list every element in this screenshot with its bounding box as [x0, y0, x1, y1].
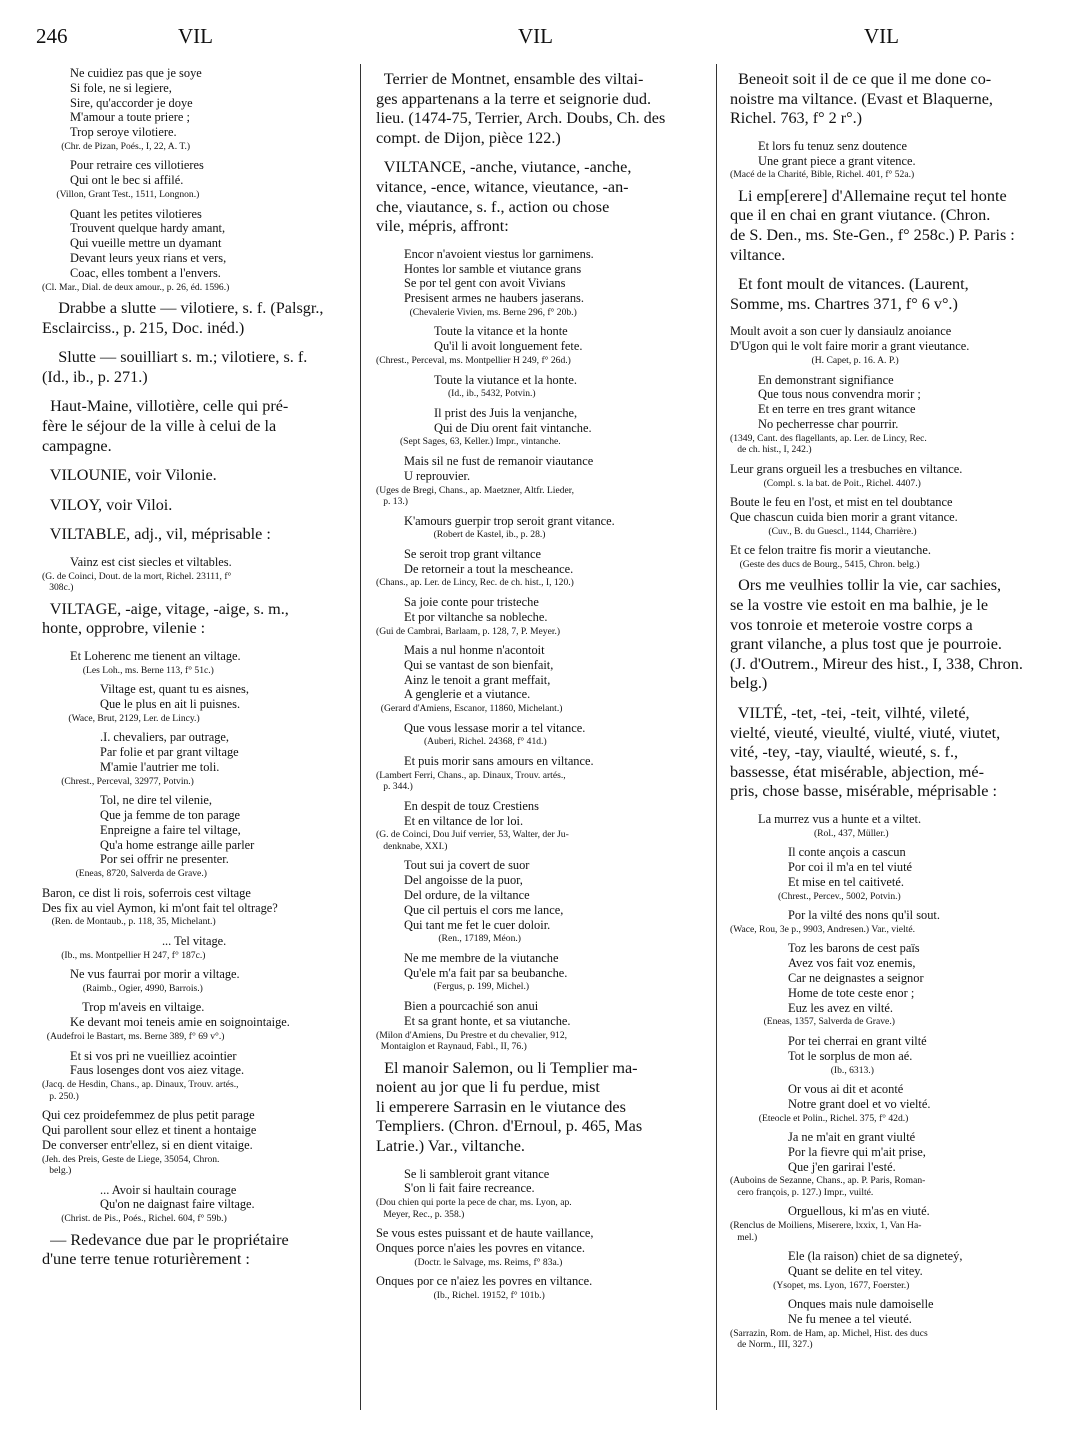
quotation-verse: Toute la vitance et la honte Qu'il li avoit longuement fete. — [434, 324, 583, 354]
source-citation: (Ren., 17189, Méon.) — [376, 933, 521, 945]
quotation-verse: Et Loherenc me tienent an viltage. — [70, 648, 241, 663]
quotation-verse: Et ce felon traitre fis morir a vieutanche. — [730, 543, 931, 558]
entry-paragraph: VILTABLE, adj., vil, méprisable : — [42, 525, 271, 544]
source-citation: (Chrest., Perceval, 32977, Potvin.) — [42, 775, 194, 787]
source-citation: (Wace, Rou, 3e p., 9903, Andresen.) Var., vielté. — [730, 923, 916, 935]
quotation-verse: Trop m'aveis en viltaige. Ke devant moi teneis amie en soignointaige. — [70, 1000, 290, 1030]
quotation-verse: Et si vos pri ne vueilliez acointier Faus losenges dont vos aiez vitage. — [70, 1048, 245, 1078]
entry-paragraph: VILTAGE, -aige, vitage, -aige, s. m., honte, opprobre, vilenie : — [42, 599, 289, 638]
quotation-verse: K'amours guerpir trop seroit grant vitance. — [404, 513, 615, 528]
source-citation: (G. de Coinci, Dou Juif verrier, 53, Walter, der Ju- denknabe, XXI.) — [376, 829, 569, 852]
quotation-verse: Por la vilté des nons qu'il sout. — [788, 908, 940, 923]
quotation-verse: Por tei cherrai en grant vilté Tot le sorplus de mon aé. — [788, 1033, 927, 1063]
source-citation: (Les Loh., ms. Berne 113, f° 51c.) — [42, 664, 214, 676]
quotation-verse: Que vous lessase morir a tel vitance. — [404, 720, 586, 735]
source-citation: (Raimb., Ogier, 4990, Barrois.) — [42, 982, 203, 994]
source-citation: (Chr. de Pizan, Poés., I, 22, A. T.) — [42, 140, 191, 152]
source-citation: (Eneas, 1357, Salverda de Grave.) — [730, 1016, 895, 1028]
right-headword: VIL — [864, 24, 899, 48]
column-rule — [716, 64, 717, 1410]
entry-paragraph: — Redevance due par le propriétaire d'une terre tenue roturièrement : — [42, 1230, 289, 1269]
source-citation: (Chans., ap. Ler. de Lincy, Rec. de ch. hist., I, 120.) — [376, 577, 574, 589]
source-citation: (Cuv., B. du Guescl., 1144, Charrière.) — [730, 525, 917, 537]
entry-paragraph: Drabbe a slutte — vilotiere, s. f. (Palsgr., Esclairciss., p. 215, Doc. inéd.) — [42, 299, 324, 337]
source-citation: (G. de Coinci, Dout. de la mort, Richel. 23111, f° 308c.) — [42, 570, 232, 594]
entry-paragraph: Ors me veulhies tollir la vie, car sachies, se la vostre vie estoit en ma balhie, je le vos tonroie et meteroie vostre corps a grant vilanche, a plus tost que je pourroie. (J. d'Outrem., Mireur des hist., I, 338, Chron. belg.) — [730, 576, 1023, 693]
quotation-verse: Il conte ançois a cascun Por coi il m'a en tel viuté Et mise en tel caitiveté. — [788, 845, 913, 889]
running-header — [0, 24, 1078, 58]
entry-paragraph: El manoir Salemon, ou li Templier ma- noient au jor que li fu perdue, mist li emperere Sarrasin en le viutance des Templiers. (Chron. d'Ernoul, p. 465, Mas Latrie.) Var., viltanche. — [376, 1058, 643, 1155]
quotation-verse: Se vous estes puissant et de haute vaillance, Onques porce n'aies les povres en vitance. — [376, 1226, 594, 1255]
quotation-verse: Onques por ce n'aiez les povres en viltance. — [376, 1274, 593, 1289]
source-citation: (Rol., 437, Müller.) — [730, 827, 889, 839]
source-citation: (Audefroi le Bastart, ms. Berne 389, f° 69 v°.) — [42, 1031, 225, 1043]
entry-paragraph: Haut-Maine, villotière, celle qui pré- fère le séjour de la ville à celui de la campagne. — [42, 397, 289, 455]
source-citation: (Chevalerie Vivien, ms. Berne 296, f° 20b.) — [376, 306, 577, 318]
quotation-verse: Tol, ne dire tel vilenie, Que ja femme de ton parage Enpreigne a faire tel viltage, Qu'a home estrange aille parler Por sei offrir ne presenter. — [100, 793, 255, 867]
source-citation: (Sept Sages, 63, Keller.) Impr., vintanche. — [376, 436, 561, 448]
source-citation: (Gerard d'Amiens, Escanor, 11860, Michelant.) — [376, 703, 563, 715]
quotation-verse: Ele (la raison) chiet de sa digneteý, Quant se delite en tel vitey. — [788, 1249, 963, 1279]
quotation-verse: ... Tel vitage. — [100, 933, 227, 948]
source-citation: (Sarrazin, Rom. de Ham, ap. Michel, Hist. des ducs de Norm., III, 327.) — [730, 1327, 928, 1351]
source-citation: (Chrest., Percev., 5002, Potvin.) — [730, 890, 901, 902]
source-citation: (Jeh. des Preis, Geste de Liege, 35054, Chron. belg.) — [42, 1153, 220, 1177]
column-3 — [730, 66, 1052, 1426]
quotation-verse: Ne cuidiez pas que je soye Si fole, ne si legiere, Sire, qu'accorder je doye M'amour a toute priere ; Trop seroye vilotiere. — [70, 66, 202, 140]
left-headword: VIL — [178, 24, 213, 48]
entry-paragraph: Et font moult de vitances. (Laurent, Somme, ms. Chartres 371, f° 6 v°.) — [730, 275, 969, 313]
source-citation: (Jacq. de Hesdin, Chans., ap. Dinaux, Trouv. artés., p. 250.) — [42, 1079, 239, 1102]
entry-paragraph: VILTÉ, -tet, -tei, -teit, vilhté, vileté, vielté, vieuté, vieulté, viulté, viuté, viutet, vité, -tey, -tay, viaulté, wieuté, s. f., bassesse, état misérable, abjection, mé- pris, chose basse, misérable, méprisable : — [730, 703, 1001, 801]
source-citation: (Ib., 6313.) — [730, 1064, 874, 1076]
quotation-verse: Encor n'avoient viestus lor garnimens. Hontes lor samble et viutance grans Se por tel gent con avoit Vivians Presisent armes ne haubers jaserans. — [404, 246, 594, 306]
quotation-verse: Leur grans orgueil les a tresbuches en viltance. — [730, 461, 963, 476]
source-citation: (Villon, Grant Test., 1511, Longnon.) — [42, 189, 200, 201]
source-citation: (Fergus, p. 199, Michel.) — [376, 981, 530, 993]
quotation-verse: Ne me membre de la viutanche Qu'ele m'a fait par sa beubanche. — [404, 950, 568, 980]
quotation-verse: La murrez vus a hunte et a viltet. — [758, 811, 922, 826]
quotation-verse: Baron, ce dist li rois, soferrois cest viltage Des fix au viel Aymon, ki m'ont fait tel oltrage? — [42, 885, 278, 915]
quotation-verse: Or vous ai dit et aconté Notre grant doel et vo vielté. — [788, 1082, 931, 1111]
quotation-verse: ... Avoir si haultain courage Qu'on ne daignast faire viltage. — [100, 1182, 255, 1212]
entry-paragraph: Slutte — souilliart s. m.; vilotiere, s. f. (Id., ib., p. 271.) — [42, 348, 308, 386]
quotation-verse: Ja ne m'ait en grant viulté Por la fievre qui m'ait prise, Que j'en garirai l'esté. — [788, 1130, 926, 1174]
entry-paragraph: VILOY, voir Viloi. — [42, 495, 173, 514]
source-citation: (H. Capet, p. 16. A. P.) — [730, 355, 899, 367]
quotation-verse: Se seroit trop grant viltance De retorneir a tout la mescheance. — [404, 546, 574, 576]
source-citation: (Macé de la Charité, Bible, Richel. 401, f° 52a.) — [730, 169, 915, 181]
quotation-verse: Quant les petites vilotieres Trouvent quelque hardy amant, Qui vueille mettre un dyamant Devant leurs yeux rians et vers, Coac, elles tombent a l'envers. — [70, 206, 227, 280]
quotation-verse: Onques mais nule damoiselle Ne fu menee a tel vieuté. — [788, 1297, 934, 1327]
quotation-verse: Se li sambleroit grant vitance S'on li fait faire recreance. — [404, 1166, 550, 1196]
entry-paragraph: Beneoit soit il de ce que il me done co- noistre ma viltance. (Evast et Blaquerne, Richel. 763, f° 2 r°.) — [730, 70, 993, 128]
column-2 — [376, 66, 698, 1426]
quotation-verse: Orguellous, ki m'as en viuté. — [788, 1204, 930, 1219]
quotation-verse: .I. chevaliers, par outrage, Par folie et par grant viltage M'amie l'autrier me toli. — [100, 730, 239, 774]
quotation-verse: Mais sil ne fust de remanoir viautance U reprouvier. — [404, 453, 594, 483]
source-citation: (Id., ib., 5432, Potvin.) — [376, 388, 536, 400]
source-citation: (Milon d'Amiens, Du Prestre et du chevalier, 912, Montaiglon et Raynaud, Fabl., II, 76.) — [376, 1029, 568, 1053]
quotation-verse: Ne vus faurrai por morir a viltage. — [70, 967, 240, 982]
quotation-verse: Viltage est, quant tu es aisnes, Que le plus en ait li puisnes. — [100, 682, 249, 712]
quotation-verse: Boute le feu en l'ost, et mist en tel doubtance Que chascun cuida bien morir a grant vitance. — [730, 495, 958, 524]
source-citation: (Wace, Brut, 2129, Ler. de Lincy.) — [42, 712, 200, 724]
source-citation: (Renclus de Moiliens, Miserere, lxxix, 1, Van Ha- mel.) — [730, 1220, 922, 1243]
quotation-verse: En demonstrant signifiance Que tous nous convendra morir ; Et en terre en tres grant witance No pecherresse char pourrir. — [758, 372, 921, 431]
source-citation: (Auberi, Richel. 24368, f° 41d.) — [376, 736, 547, 748]
entry-paragraph: VILTANCE, -anche, viutance, -anche, vitance, -ence, witance, vieutance, -an- che, viautance, s. f., action ou chose vile, mépris, affront: — [376, 158, 632, 236]
source-citation: (Chrest., Perceval, ms. Montpellier H 249, f° 26d.) — [376, 355, 571, 367]
source-citation: (Eneas, 8720, Salverda de Grave.) — [42, 868, 207, 880]
source-citation: (Doctr. le Salvage, ms. Reims, f° 83a.) — [376, 1256, 563, 1268]
source-citation: (Ib., Richel. 19152, f° 101b.) — [376, 1290, 545, 1301]
source-citation: (1349, Cant. des flagellants, ap. Ler. de Lincy, Rec. de ch. hist., I, 242.) — [730, 432, 927, 456]
source-citation: (Ysopet, ms. Lyon, 1677, Foerster.) — [730, 1279, 910, 1291]
source-citation: (Dou chien qui porte la pece de char, ms. Lyon, ap. Meyer, Rec., p. 358.) — [376, 1197, 572, 1220]
quotation-verse: Sa joie conte pour tristeche Et por viltanche sa nobleche. — [404, 594, 548, 624]
quotation-verse: Toz les barons de cest païs Avez vos fait voz enemis, Car ne deignastes a seignor Home de tote ceste enor ; Euz les avez en vilté. — [788, 941, 924, 1015]
entry-paragraph: VILOUNIE, voir Vilonie. — [42, 466, 217, 485]
quotation-verse: Pour retraire ces villotieres Qui ont le bec si affilé. — [70, 158, 204, 188]
source-citation: (Cl. Mar., Dial. de deux amour., p. 26, éd. 1596.) — [42, 281, 230, 293]
quotation-verse: Toute la viutance et la honte. — [434, 372, 577, 387]
source-citation: (Gui de Cambrai, Barlaam, p. 128, 7, P. Meyer.) — [376, 625, 561, 637]
source-citation: (Geste des ducs de Bourg., 5415, Chron. belg.) — [730, 558, 920, 570]
quotation-verse: Qui cez proidefemmez de plus petit parage Qui parollent sour ellez et tinent a hontaige De converser entr'ellez, si en dient vitaige. — [42, 1108, 257, 1152]
page-number: 246 — [36, 24, 68, 48]
entry-paragraph: Terrier de Montnet, ensamble des viltai- ges appartenans a la terre et seignorie dud. lieu. (1474-75, Terrier, Arch. Doubs, Ch. des compt. de Dijon, pièce 122.) — [376, 70, 666, 147]
quotation-verse: Tout sui ja covert de suor Del angoisse de la puor, Del ordure, de la viltance Que cil pertuis el cors me lance, Qui tant me fet le cuer doloir. — [404, 858, 564, 932]
source-citation: (Uges de Bregi, Chans., ap. Maetzner, Altfr. Lieder, p. 13.) — [376, 484, 574, 508]
quotation-verse: Moult avoit a son cuer ly dansiaulz anoiance D'Ugon qui le volt faire morir a grant vieutance. — [730, 324, 970, 354]
entry-paragraph: Li emp[erere] d'Allemaine reçut tel honte que il en chai en grant viutance. (Chron. de S. Den., ms. Ste-Gen., f° 258c.) P. Paris : viltance. — [730, 186, 1015, 264]
source-citation: (Auboins de Sezanne, Chans., ap. P. Paris, Roman- cero françois, p. 127.) Impr., vuilté. — [730, 1175, 926, 1198]
quotation-verse: Vainz est cist siecles et viltables. — [70, 555, 232, 569]
column-1 — [42, 66, 364, 1426]
source-citation: (Eteocle et Polin., Richel. 375, f° 42d.) — [730, 1112, 909, 1124]
quotation-verse: Il prist des Juis la venjanche, Qui de Diu orent fait vintanche. — [434, 405, 592, 435]
source-citation: (Ren. de Montaub., p. 118, 35, Michelant.) — [42, 916, 216, 928]
source-citation: (Robert de Kastel, ib., p. 28.) — [376, 529, 546, 541]
quotation-verse: Mais a nul honme n'acontoit Qui se vantast de son bienfait, Ainz le tenoit a grant meffait, A genglerie et a viutance. — [404, 643, 554, 702]
center-headword: VIL — [518, 24, 553, 48]
quotation-verse: Bien a pourcachié son anui Et sa grant honte, et sa viutanche. — [404, 998, 571, 1028]
source-citation: (Lambert Ferri, Chans., ap. Dinaux, Trouv. artés., p. 344.) — [376, 769, 566, 793]
quotation-verse: Et puis morir sans amours en viltance. — [404, 753, 594, 768]
quotation-verse: En despit de touz Crestiens Et en viltance de lor loi. — [404, 798, 539, 828]
source-citation: (Ib., ms. Montpellier H 247, f° 187c.) — [42, 949, 206, 961]
source-citation: (Compl. s. la bat. de Poit., Richel. 4407.) — [730, 477, 921, 489]
source-citation: (Christ. de Pis., Poés., Richel. 604, f° 59b.) — [42, 1213, 227, 1225]
quotation-verse: Et lors fu tenuz senz doutence Une grant piece a grant vitence. — [758, 138, 916, 168]
